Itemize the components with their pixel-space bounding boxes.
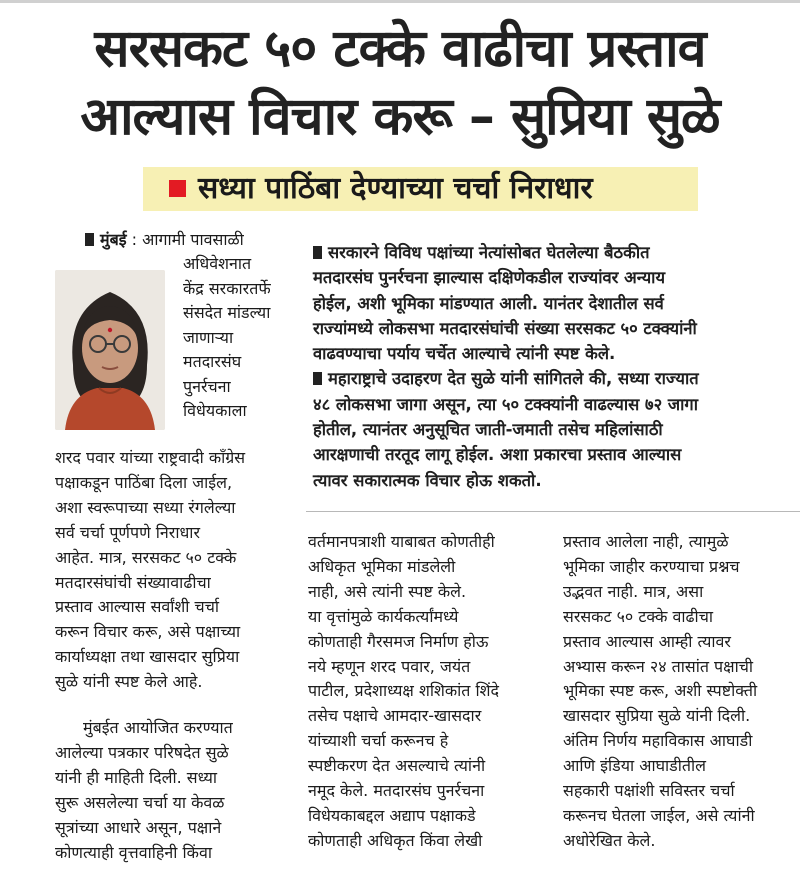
column-1 — [55, 446, 295, 866]
text-line: नाही, असे त्यांनी स्पष्ट केले. — [308, 581, 467, 601]
highlight-line: वाढवण्याचा पर्याय चर्चेत आल्याचे त्यांनी स्पष्ट केले. — [313, 344, 616, 364]
text-line: प्रस्ताव आलेला नाही, त्यामुळे — [563, 532, 729, 551]
portrait-illustration — [55, 270, 165, 430]
text-line: शरद पवार यांच्या राष्ट्रवादी काँग्रेस — [55, 448, 246, 467]
highlight-line: होतील, त्यानंतर अनुसूचित जाती-जमाती तसेच महिलांसाठी — [313, 420, 663, 440]
text-line: भूमिका जाहीर करण्याचा प्रश्नच — [563, 556, 740, 576]
text-line: सुरू असलेल्या चर्चा या केवळ — [55, 792, 225, 812]
bullet-icon — [85, 233, 94, 246]
top-border — [0, 0, 800, 3]
highlight-line: होईल, अशी भूमिका मांडण्यात आली. यानंतर देशातील सर्व — [313, 293, 664, 313]
headline-line-1: सरसकट ५० टक्के वाढीचा प्रस्ताव — [94, 19, 706, 79]
dateline: मुंबई : आगामी पावसाळी — [85, 228, 244, 250]
highlight-line: राज्यांमध्ये लोकसभा मतदारसंघांची संख्या सरसकट ५० टक्क्यांनी — [313, 318, 697, 338]
text-line: विधेयकाला — [183, 401, 247, 420]
headline-line-2: आल्यास विचार करू – सुप्रिया सुळे — [80, 87, 720, 147]
text-line: यांनी ही माहिती दिली. सध्या — [55, 767, 218, 787]
text-line: करूनच घेतला जाईल, असे त्यांनी — [563, 805, 755, 825]
dateline-city: मुंबई — [100, 230, 127, 249]
text-line: तसेच पक्षाचे आमदार-खासदार — [308, 706, 482, 726]
text-line: वर्तमानपत्राशी याबाबत कोणतीही — [308, 532, 495, 551]
text-line: पक्षाकडून पाठिंबा दिला जाईल, — [55, 472, 233, 492]
text-line: भूमिका स्पष्ट करू, अशी स्पष्टोक्ती — [563, 681, 758, 701]
highlight-line: आरक्षणाची तरतूद लागू होईल. अशा प्रकारचा प्रस्ताव आल्यास — [313, 445, 682, 465]
text-line: नये म्हणून शरद पवार, जयंत — [308, 656, 471, 676]
text-line: अधोरेखित केले. — [563, 830, 656, 850]
text-line: कोणताही गैरसमज निर्माण होऊ — [308, 631, 489, 651]
text-line: कार्याध्यक्षा तथा खासदार सुप्रिया — [55, 647, 240, 667]
text-line: मतदारसंघ — [183, 352, 242, 371]
text-line: आलेल्या पत्रकार परिषदेत सुळे — [55, 742, 229, 762]
text-line: प्रस्ताव आल्यास आम्ही त्यावर — [563, 631, 731, 651]
text-line: करून विचार करू, असे पक्षाच्या — [55, 622, 241, 642]
highlight-line: ४८ लोकसभा जागा असून, त्या ५० टक्क्यांनी वाढल्यास ७२ जागा — [313, 394, 698, 414]
text-line: कोणताही अधिकृत किंवा लेखी — [308, 830, 483, 850]
portrait-photo — [55, 270, 165, 430]
text-line: पाटील, प्रदेशाध्यक्ष शशिकांत शिंदे — [308, 681, 500, 701]
text-line: सहकारी पक्षांशी सविस्तर चर्चा — [563, 781, 735, 801]
text-line: आहेत. मात्र, सरसकट ५० टक्के — [55, 547, 237, 567]
text-line: अधिकृत भूमिका मांडलेली — [308, 556, 456, 576]
text-line: सूत्रांच्या आधारे असून, पक्षाने — [55, 817, 222, 837]
dateline-lead: आगामी पावसाळी — [142, 230, 244, 249]
text-line: आणि इंडिया आघाडीतील — [563, 756, 706, 776]
paragraph-gap — [55, 695, 295, 716]
text-line: उद्भवत नाही. मात्र, असा — [563, 581, 704, 601]
text-line: संसदेत मांडल्या — [183, 303, 271, 322]
highlight-line: त्यावर सकारात्मक विचार होऊ शकतो. — [313, 470, 542, 490]
highlight-line: मतदारसंघ पुनर्रचना झाल्यास दक्षिणेकडील राज्यांवर अन्याय — [313, 268, 666, 288]
text-line: मतदारसंघांची संख्यावाढीचा — [55, 572, 211, 592]
text-line: स्पष्टीकरण देत असल्याचे त्यांनी — [308, 756, 486, 776]
text-line: कोणत्याही वृत्तवाहिनी किंवा — [55, 842, 213, 862]
text-line: सुळे यांनी स्पष्ट केले आहे. — [55, 672, 203, 692]
highlight-line: महाराष्ट्राचे उदाहरण देत सुळे यांनी सांगितले की, सध्या राज्यात — [313, 366, 800, 391]
text-line: जाणाऱ्या — [183, 327, 234, 347]
column-2 — [308, 530, 550, 854]
text-line: नमूद केले. मतदारसंघ पुनर्रचना — [308, 781, 485, 801]
subheadline-bar — [143, 167, 698, 211]
text-line: सर्व चर्चा पूर्णपणे निराधार — [55, 522, 200, 542]
column-3 — [563, 530, 800, 854]
text-line: प्रस्ताव आल्यास सर्वांशी चर्चा — [55, 597, 219, 617]
text-line: या वृत्तांमुळे कार्यकर्त्यांमध्ये — [308, 606, 459, 626]
text-line: विधेयकाबद्दल अद्याप पक्षाकडे — [308, 805, 476, 825]
bullet-icon — [313, 372, 322, 385]
intro-narrow-column — [183, 252, 308, 424]
highlight-box — [313, 240, 800, 493]
subheadline-text: सध्या पाठिंबा देण्याच्या चर्चा निराधार — [198, 171, 593, 206]
text-line: अधिवेशनात — [183, 254, 252, 273]
highlight-line: सरकारने विविध पक्षांच्या नेत्यांसोबत घेतलेल्या बैठकीत — [313, 240, 800, 265]
text-line: यांच्याशी चर्चा करूनच हे — [308, 731, 449, 751]
text-line: खासदार सुप्रिया सुळे यांनी दिली. — [563, 706, 751, 726]
text-line: अंतिम निर्णय महाविकास आघाडी — [563, 731, 753, 751]
text-line: अशा स्वरूपाच्या सध्या रंगलेल्या — [55, 497, 236, 517]
red-square-bullet-icon — [169, 180, 186, 197]
section-divider — [306, 511, 800, 512]
bullet-icon — [313, 246, 322, 259]
text-line: सरसकट ५० टक्के वाढीचा — [563, 606, 713, 626]
text-line: अभ्यास करून २४ तासांत पक्षाची — [563, 656, 754, 676]
text-line: पुनर्रचना — [183, 376, 231, 396]
text-line: मुंबईत आयोजित करण्यात — [83, 718, 233, 738]
text-line: केंद्र सरकारतर्फे — [183, 278, 271, 298]
